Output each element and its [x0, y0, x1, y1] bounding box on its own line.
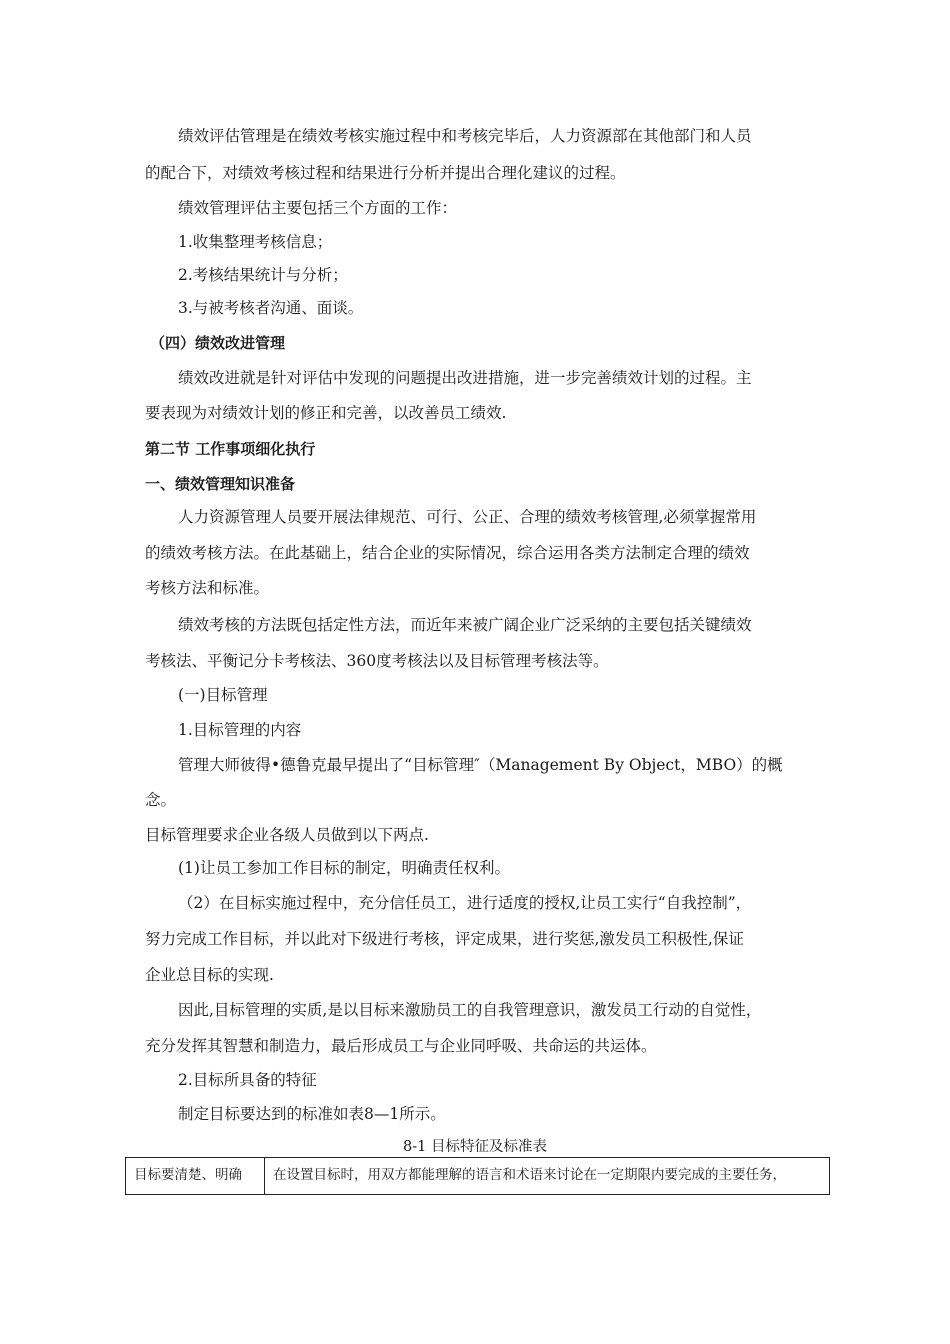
paragraph-line: 考核法、平衡记分卡考核法、360度考核法以及目标管理考核法等。	[145, 652, 609, 670]
section-heading: （四）绩效改进管理	[150, 334, 286, 352]
paragraph-line: 绩效改进就是针对评估中发现的问题提出改进措施，进一步完善绩效计划的过程。主	[178, 369, 752, 387]
subheading: (一)目标管理	[178, 686, 268, 704]
paragraph-line: 绩效评估管理是在绩效考核实施过程中和考核完毕后，人力资源部在其他部门和人员	[178, 127, 752, 145]
list-item: (1)让员工参加工作目标的制定，明确责任权利。	[178, 859, 510, 877]
paragraph-line: 的绩效考核方法。在此基础上，结合企业的实际情况，综合运用各类方法制定合理的绩效	[145, 544, 750, 562]
subheading: 1.目标管理的内容	[178, 721, 302, 739]
paragraph-line: 念。	[145, 791, 177, 809]
list-item: 3.与被考核者沟通、面谈。	[178, 299, 364, 317]
paragraph-line: 目标管理要求企业各级人员做到以下两点.	[145, 826, 429, 844]
list-item: 1.收集整理考核信息；	[178, 233, 333, 251]
paragraph-line: 充分发挥其智慧和制造力，最后形成员工与企业同呼吸、共命运的共运体。	[145, 1037, 657, 1055]
table-caption: 8-1 目标特征及标准表	[403, 1139, 547, 1155]
paragraph-line: （2）在目标实施过程中，充分信任员工，进行适度的授权,让员工实行“自我控制”，	[178, 894, 752, 912]
paragraph-line: 企业总目标的实现.	[145, 966, 274, 984]
paragraph-line: 考核方法和标准。	[145, 579, 270, 597]
paragraph-line: 要表现为对绩效计划的修正和完善，以改善员工绩效.	[145, 404, 507, 422]
table-cell: 在设置目标时，用双方都能理解的语言和术语来讨论在一定期限内要完成的主要任务，	[265, 1158, 830, 1195]
paragraph-line: 管理大师彼得•德鲁克最早提出了“目标管理″（Management By Object，MBO）的概	[178, 756, 783, 774]
section-heading: 一、绩效管理知识准备	[145, 475, 296, 493]
table-row	[126, 1158, 830, 1195]
standards-table	[125, 1157, 830, 1195]
paragraph-line: 人力资源管理人员要开展法律规范、可行、公正、合理的绩效考核管理,必须掌握常用	[178, 508, 757, 526]
paragraph-line: 绩效考核的方法既包括定性方法，而近年来被广阔企业广泛采纳的主要包括关键绩效	[178, 616, 752, 634]
paragraph-line: 的配合下，对绩效考核过程和结果进行分析并提出合理化建议的过程。	[145, 164, 626, 182]
paragraph-line: 努力完成工作目标，并以此对下级进行考核，评定成果，进行奖惩,激发员工积极性,保证	[145, 930, 744, 948]
paragraph-line: 制定目标要达到的标准如表8—1所示。	[178, 1105, 446, 1123]
chapter-section-title: 第二节 工作事项细化执行	[145, 440, 316, 458]
paragraph-line: 因此,目标管理的实质,是以目标来激励员工的自我管理意识，激发员工行动的自觉性，	[178, 1001, 762, 1019]
table-cell: 目标要清楚、明确	[126, 1158, 265, 1195]
subheading: 2.目标所具备的特征	[178, 1071, 317, 1089]
list-item: 2.考核结果统计与分析；	[178, 266, 348, 284]
paragraph-line: 绩效管理评估主要包括三个方面的工作：	[178, 199, 458, 217]
